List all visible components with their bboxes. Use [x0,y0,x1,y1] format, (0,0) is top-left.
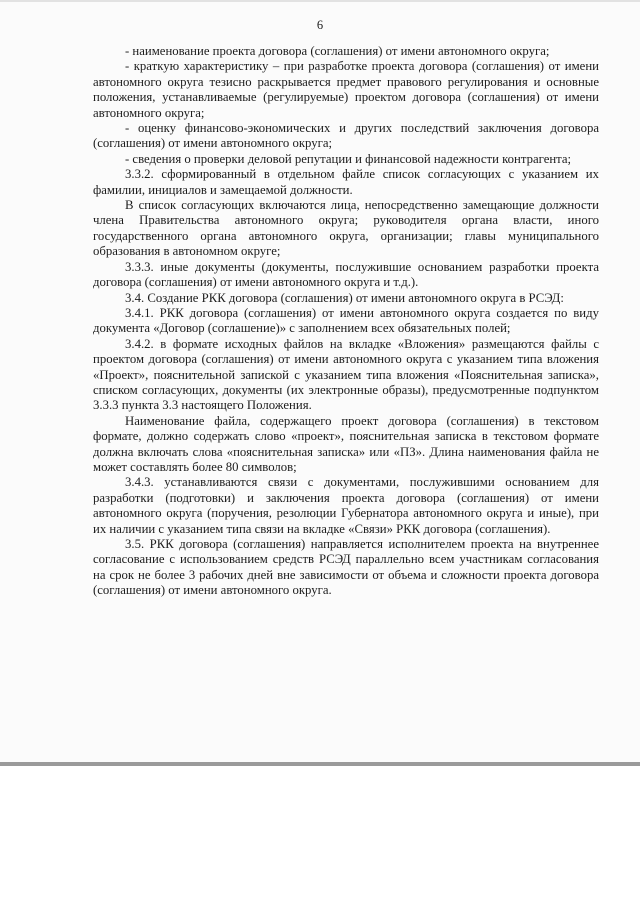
paragraph-3-4-1: 3.4.1. РКК договора (соглашения) от имени автономного округа создается по виду документа «Договор (соглашение)» с заполнением всех обязательных полей; [93,305,599,336]
paragraph-financial-assessment: - оценку финансово-экономических и других последствий заключения договора (соглашения) от имени автономного округа; [93,121,599,151]
paragraph-3-3-3: 3.3.3. иные документы (документы, послужившие основанием разработки проекта договора (соглашения) от имени автономного округа и т.д.). [93,259,599,290]
document-body [93,44,599,599]
paragraph-approvers-list: В список согласующих включаются лица, непосредственно замещающие должности члена Правительства автономного округа; руководителя органа власти, иного государственного органа автономного округа, организации; главы муниципального образования в автономном округе; [93,198,599,259]
paragraph-project-name: - наименование проекта договора (соглашения) от имени автономного округа; [125,44,550,58]
paragraph-reputation-check: - сведения о проверки деловой репутации и финансовой надежности контрагента; [125,151,572,166]
paragraph-3-4: 3.4. Создание РКК договора (соглашения) от имени автономного округа в РСЭД: [125,290,564,305]
paragraph-file-naming: Наименование файла, содержащего проект договора (соглашения) в текстовом формате, должно содержать слово «проект», пояснительная записка в текстовом формате должна включать слова «пояснительная записка» или «ПЗ». Длина наименования файла не может составлять более 80 символов; [93,413,599,474]
paragraph-3-4-2: 3.4.2. в формате исходных файлов на вкладке «Вложения» размещаются файлы с проектом договора (соглашения) от имени автономного округа с указанием типа вложения «Проект», пояснительной запиской с указанием типа вложения «Пояснительная записка», списком согласующих, документы (их электронные образы), предусмотренные подпунктом 3.3.3 пункта 3.3 настоящего Положения. [93,336,599,413]
blank-margin [0,770,640,905]
scan-edge [0,0,640,2]
paragraph-3-5: 3.5. РКК договора (соглашения) направляется исполнителем проекта на внутреннее согласование с использованием средств РСЭД параллельно всем участникам согласования на срок не более 3 рабочих дней вне зависимости от объема и сложности проекта договора (соглашения) от имени автономного округа. [93,537,599,598]
paragraph-brief-characteristic: - краткую характеристику – при разработке проекта договора (соглашения) от имени автономного округа тезисно раскрывается предмет правового регулирования и основные положения, устанавливаемые (регулируемые) проектом договора (соглашения) от имени автономного округа; [93,59,599,120]
page-number: 6 [316,18,324,32]
paragraph-3-3-2: 3.3.2. сформированный в отдельном файле список согласующих с указанием их фамилии, инициалов и замещаемой должности. [93,167,599,197]
paragraph-3-4-3: 3.4.3. устанавливаются связи с документами, послужившими основанием для разработки (подготовки) и заключения проекта договора (соглашения) от имени автономного округа (поручения, резолюции Губернатора автономного округа и иные), при их наличии с указанием типа связи на вкладке «Связи» РКК договора (соглашения). [93,475,599,536]
